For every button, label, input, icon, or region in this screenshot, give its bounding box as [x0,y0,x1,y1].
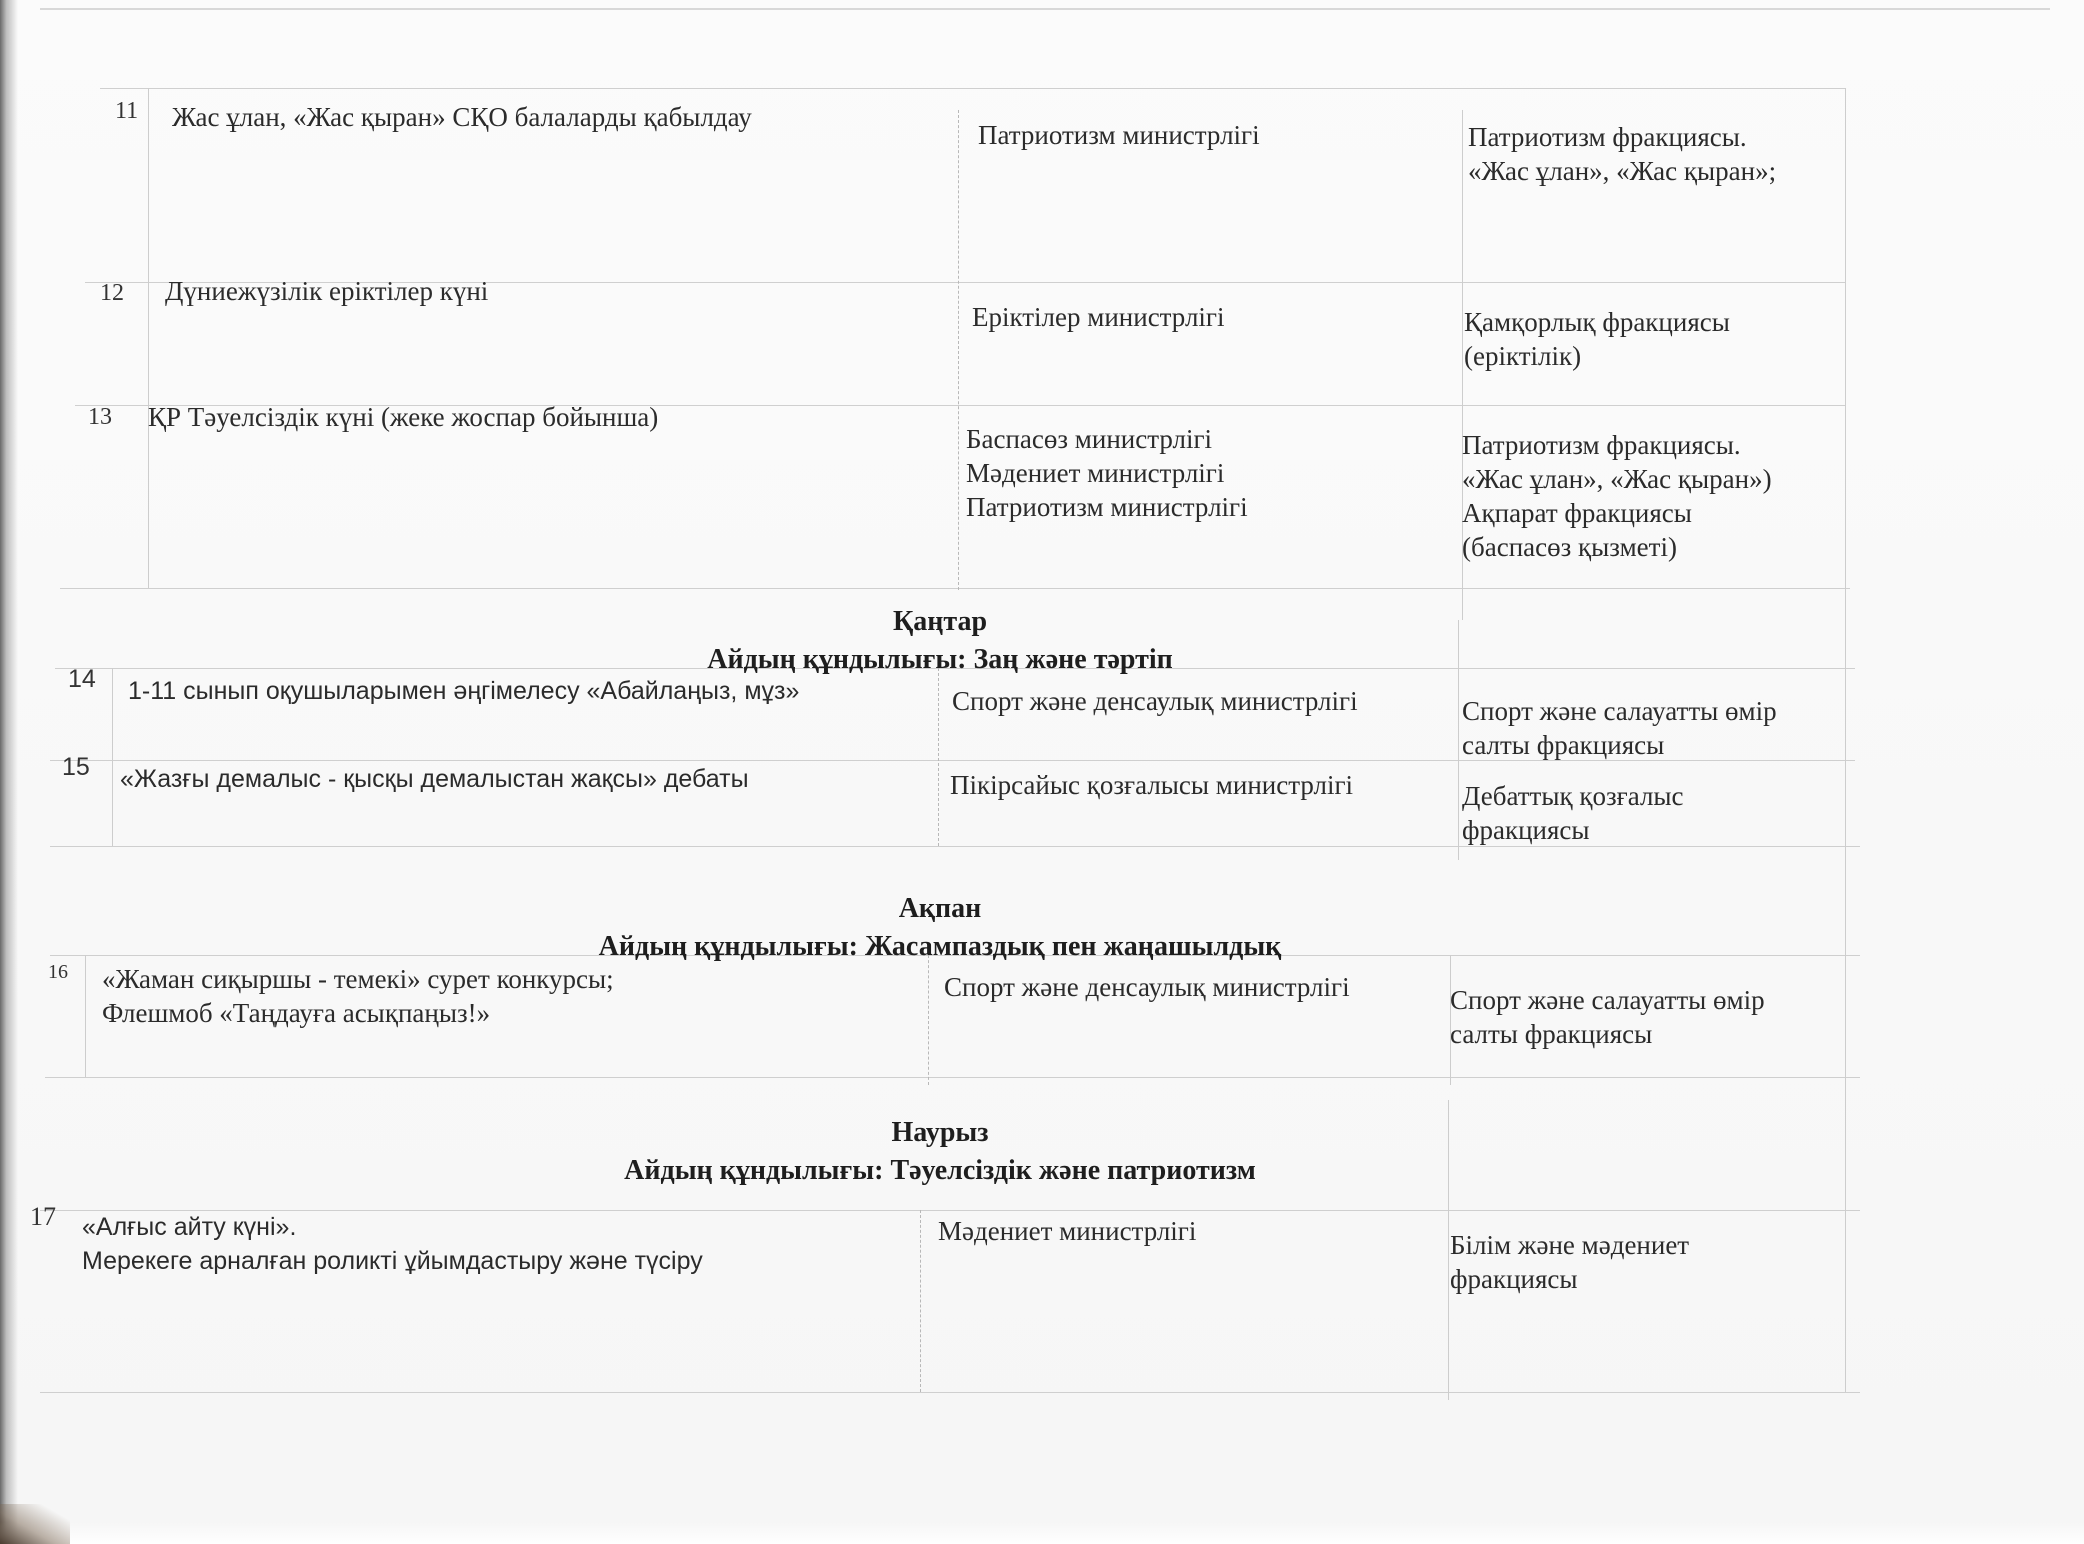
row-number: 16 [48,961,68,983]
table-line [100,88,1845,89]
event-text: 1-11 сынып оқушыларымен әңгімелесу «Абайлаңыз, мұз» [128,677,800,705]
table-line [60,588,1850,589]
event-text: «Алғыс айту күні». Мерекеге арналған роликті ұйымдастыру және түсіру [82,1213,703,1275]
ministry-text: Баспасөз министрлігі Мәдениет министрлігі Патриотизм министрлігі [966,424,1248,522]
table-line [45,1077,1860,1078]
table-line [40,1392,1860,1393]
faction-text: Патриотизм фракциясы. «Жас ұлан», «Жас қыран») Ақпарат фракциясы (баспасөз қызметі) [1462,430,1772,562]
faction-text: Білім және мәдениет фракциясы [1450,1230,1690,1294]
month-value-heading: Айдың құндылығы: Тәуелсіздік және патриотизм [624,1155,1256,1186]
ministry-text: Мәдениет министрлігі [938,1216,1197,1246]
month-value-heading: Айдың құндылығы: Заң және тәртіп [707,644,1173,675]
ministry-text: Пікірсайыс қозғалысы министрлігі [950,770,1354,800]
scan-edge-shadow [0,0,18,1544]
ministry-text: Спорт және денсаулық министрлігі [944,972,1350,1002]
event-text: «Жазғы демалыс - қысқы демалыстан жақсы» дебаты [120,765,749,793]
event-text: Жас ұлан, «Жас қыран» СҚО балаларды қабылдау [172,102,752,132]
event-text: «Жаман сиқыршы - темекі» сурет конкурсы; Флешмоб «Таңдауға асықпаңыз!» [102,964,614,1028]
month-heading: Наурыз [891,1117,989,1148]
month-heading: Ақпан [898,893,982,924]
table-line [958,110,959,590]
faction-text: Патриотизм фракциясы. «Жас ұлан», «Жас қыран»; [1468,122,1777,186]
table-line [938,668,939,846]
ministry-text: Патриотизм министрлігі [978,120,1260,150]
scan-bottom-edge [0,1522,2084,1544]
row-number: 14 [68,665,96,693]
page-top-edge [40,8,2050,10]
table-line [148,88,149,588]
row-number: 17 [30,1202,56,1231]
event-text: ҚР Тәуелсіздік күні (жеке жоспар бойынша) [148,402,659,432]
table-line [112,668,113,846]
event-text: Дүниежүзілік еріктілер күні [165,276,489,306]
month-heading: Қаңтар [892,606,988,637]
row-number: 15 [62,753,90,781]
row-number: 13 [88,404,112,430]
row-number: 11 [115,98,139,124]
table-line [920,1210,921,1392]
month-value-heading: Айдың құндылығы: Жасампаздық пен жаңашылдық [598,931,1282,962]
faction-text: Дебаттық қозғалыс фракциясы [1462,781,1684,845]
table-line [1845,88,1846,1392]
ministry-text: Спорт және денсаулық министрлігі [952,686,1358,716]
table-line [928,955,929,1085]
scan-corner-shadow [0,1504,70,1544]
table-line [85,955,86,1077]
faction-text: Қамқорлық фракциясы (еріктілік) [1464,307,1730,371]
faction-text: Спорт және салауатты өмір салты фракциясы [1450,985,1765,1049]
row-number: 12 [100,280,124,306]
faction-text: Спорт және салауатты өмір салты фракциясы [1462,696,1777,760]
ministry-text: Еріктілер министрлігі [972,302,1225,332]
